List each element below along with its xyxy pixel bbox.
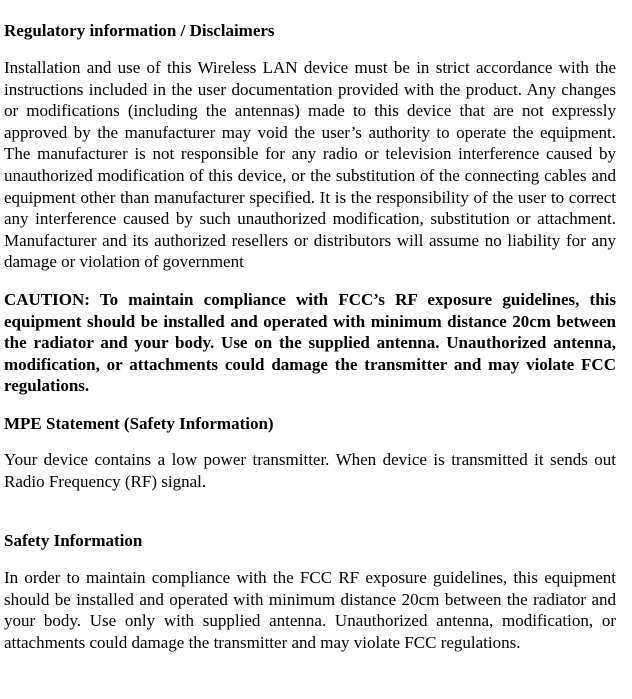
safety-paragraph: In order to maintain compliance with the FCC RF exposure guidelines, this equipment should be installed and operated with minimum distance 20cm between the radiator and your body. Use only with supplied antenna. Unauthorized antenna, modification, or attachments could damage the transmitter and may violate FCC regulations. — [4, 568, 616, 652]
caution-paragraph: CAUTION: To maintain compliance with FCC’s RF exposure guidelines, this equipment should be installed and operated with minimum distance 20cm between the radiator and your body. Use on the supplied antenna. Unauthorized antenna, modification, or attachments could damage the transmitter and may violate FCC regulations. — [4, 289, 616, 396]
safety-heading: Safety Information — [4, 531, 143, 551]
mpe-heading: MPE Statement (Safety Information) — [4, 413, 274, 433]
regulatory-paragraph: Installation and use of this Wireless LAN device must be in strict accordance with the instructions included in the user documentation provided with the product. Any changes or modifications (including the antennas) made to this device that are not expressly approved by the manufacturer may void the user’s authority to operate the equipment. The manufacturer is not responsible for any radio or television interference caused by unauthorized modification of this device, or the substitution of the connecting cables and equipment other than manufacturer specified. It is the responsibility of the user to correct any interference caused by such unauthorized modification, substitution or attachment. Manufacturer and its authorized resellers or distributors will assume no liability for any damage or violation of government — [4, 58, 616, 272]
mpe-paragraph: Your device contains a low power transmitter. When device is transmitted it sends out Radio Frequency (RF) signal. — [4, 449, 616, 491]
regulatory-heading: Regulatory information / Disclaimers — [4, 21, 275, 40]
